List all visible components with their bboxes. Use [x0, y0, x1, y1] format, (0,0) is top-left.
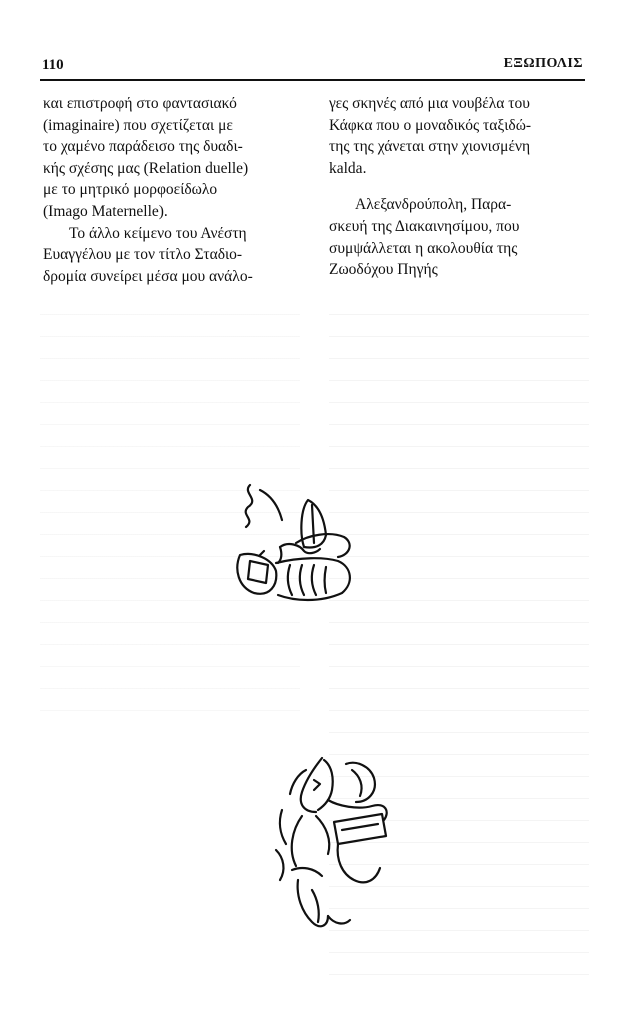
left-column: [43, 93, 301, 287]
text-line: με το μητρικό μορφοείδωλο: [43, 181, 218, 199]
ink-sketch-figures-icon: [262, 740, 407, 955]
text-line: το χαμένο παράδεισο της δυαδι-: [43, 138, 243, 156]
text-line: Ευαγγέλου με τον τίτλο Σταδιο-: [43, 246, 243, 264]
paragraph: [43, 223, 301, 288]
right-column: [329, 93, 587, 281]
text-line: και επιστροφή στο φαντασιακό: [43, 95, 237, 112]
text-line: (Imago Maternelle).: [43, 202, 168, 220]
text-line: Το άλλο κείμενο του Ανέστη: [69, 224, 247, 242]
ink-sketch-figure-icon: [220, 465, 370, 615]
paragraph: [329, 93, 587, 179]
text-line: σκευή της Διακαινησίμου, που: [329, 217, 520, 235]
paragraph: [329, 194, 587, 280]
text-line: γες σκηνές από μια νουβέλα του: [329, 95, 530, 112]
text-line: (imaginaire) που σχετίζεται με: [43, 116, 233, 134]
header-rule: [40, 79, 585, 81]
text-line: κής σχέσης μας (Relation duelle): [43, 159, 249, 177]
text-line: της της χάνεται στην χιονισμένη: [329, 138, 531, 156]
text-line: Κάφκα που ο μοναδικός ταξιδώ-: [329, 116, 532, 134]
paragraph: [43, 93, 301, 223]
text-line: Ζωοδόχου Πηγής: [329, 261, 438, 279]
text-line: Αλεξανδρούπολη, Παρα-: [355, 196, 512, 214]
running-header: ΕΞΩΠΟΛΙΣ: [503, 56, 583, 71]
text-line: δρομία συνείρει μέσα μου ανάλο-: [43, 267, 253, 285]
text-line: συμψάλλεται η ακολουθία της: [329, 239, 518, 257]
page-number: 110: [42, 57, 64, 73]
text-line: kalda.: [329, 159, 367, 177]
